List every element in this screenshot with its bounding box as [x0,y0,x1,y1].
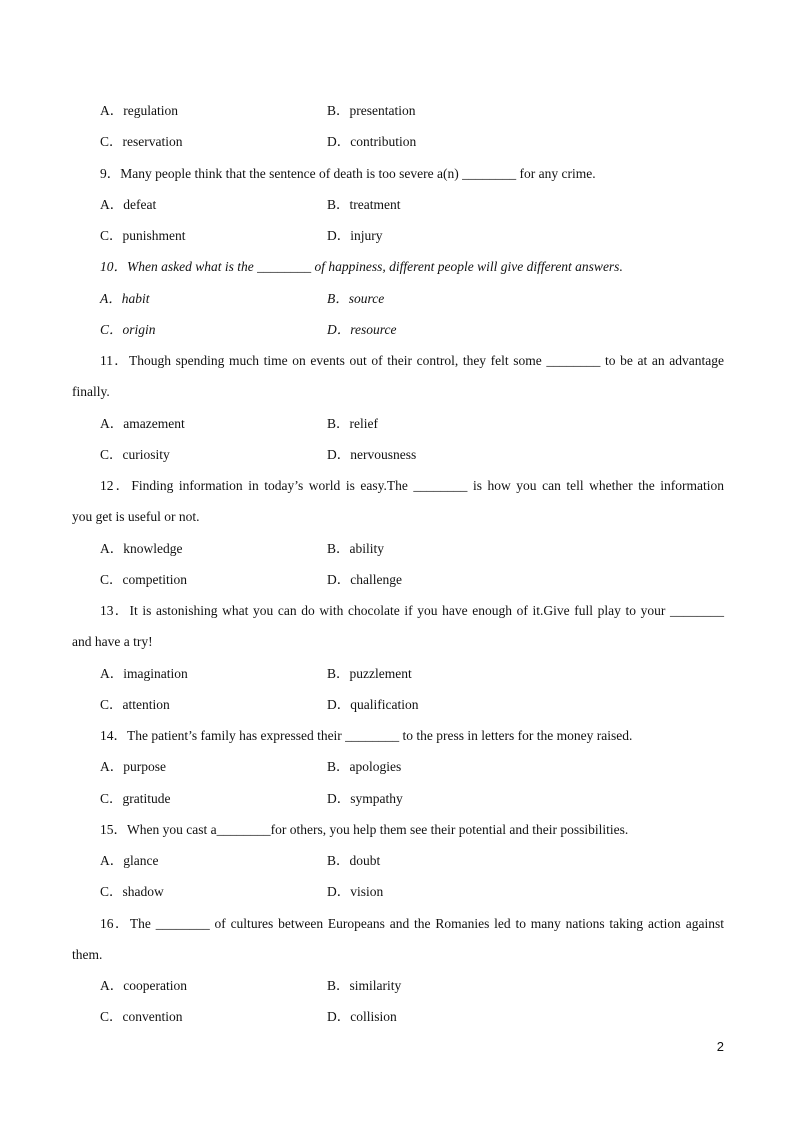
option-row [100,689,724,720]
option-c: C．gratitude [100,790,171,806]
option-b: B．relief [327,415,378,431]
option-a: A．purpose [100,759,166,775]
option-d: D．challenge [327,571,402,587]
question-10: 10．When asked what is the ________ of happiness, different people will give different answers. [100,259,623,275]
option-a: A．amazement [100,415,185,431]
option-c: C．origin [100,321,156,337]
option-d: D．injury [327,228,383,243]
page-content [72,95,724,1033]
question-14: 14．The patient’s family has expressed their ________ to the press in letters for the money raised. [100,728,633,743]
option-d: D．contribution [327,134,417,150]
question-15: 15．When you cast a________for others, you help them see their potential and their possibilities. [100,821,629,837]
option-b: B．puzzlement [327,665,412,681]
option-b: B．treatment [327,196,401,212]
option-d: D．nervousness [327,446,417,462]
option-c: C．punishment [100,228,186,243]
question-11: 11．Though spending much time on events out of their control, they felt some ________ to be at an advantage [100,353,724,368]
option-b: B．ability [327,540,384,556]
option-a: A．defeat [100,196,157,212]
option-row [100,439,724,470]
option-c: C．convention [100,1009,183,1025]
option-row [100,751,724,782]
question-13: 13．It is astonishing what you can do with chocolate if you have enough of it.Give full play to your ________ [100,603,724,618]
option-b: B．source [327,290,385,306]
question-13-continued: and have a try! [72,634,153,650]
option-row [100,783,724,814]
option-d: D．resource [327,321,397,337]
option-b: B．doubt [327,853,381,868]
option-d: D．collision [327,1009,397,1025]
question-9: 9．Many people think that the sentence of death is too severe a(n) ________ for any crime. [100,165,596,181]
option-row [100,1001,724,1032]
question-12-continued: you get is useful or not. [72,509,200,525]
question-11-continued: finally. [72,384,110,400]
option-row [100,533,724,564]
option-row [100,970,724,1001]
option-row [100,220,724,251]
option-a: A．cooperation [100,978,187,993]
option-row [100,283,724,314]
option-c: C．reservation [100,134,183,150]
page-number: 2 [716,1039,724,1054]
option-b: B．apologies [327,759,402,775]
option-row [100,658,724,689]
option-c: C．competition [100,571,187,587]
option-row [100,126,724,157]
option-row [100,845,724,876]
option-row [100,564,724,595]
option-c: C．shadow [100,884,164,900]
option-d: D．sympathy [327,790,403,806]
question-12: 12．Finding information in today’s world is easy.The ________ is how you can tell whether the information [100,478,724,493]
option-d: D．vision [327,884,384,900]
option-row [100,95,724,126]
option-row [100,314,724,345]
option-a: A．knowledge [100,540,183,556]
option-c: C．attention [100,696,170,712]
question-16: 16．The ________ of cultures between Europeans and the Romanies led to many nations taking action against [100,915,724,931]
option-row [100,189,724,220]
option-row [100,408,724,439]
option-b: B．similarity [327,978,402,993]
option-row [100,876,724,907]
option-a: A．imagination [100,665,188,681]
option-c: C．curiosity [100,446,170,462]
option-d: D．qualification [327,696,419,712]
option-b: B．presentation [327,103,416,118]
option-a: A．glance [100,853,159,868]
option-a: A．habit [100,290,150,306]
option-a: A．regulation [100,103,178,118]
question-16-continued: them. [72,946,103,962]
